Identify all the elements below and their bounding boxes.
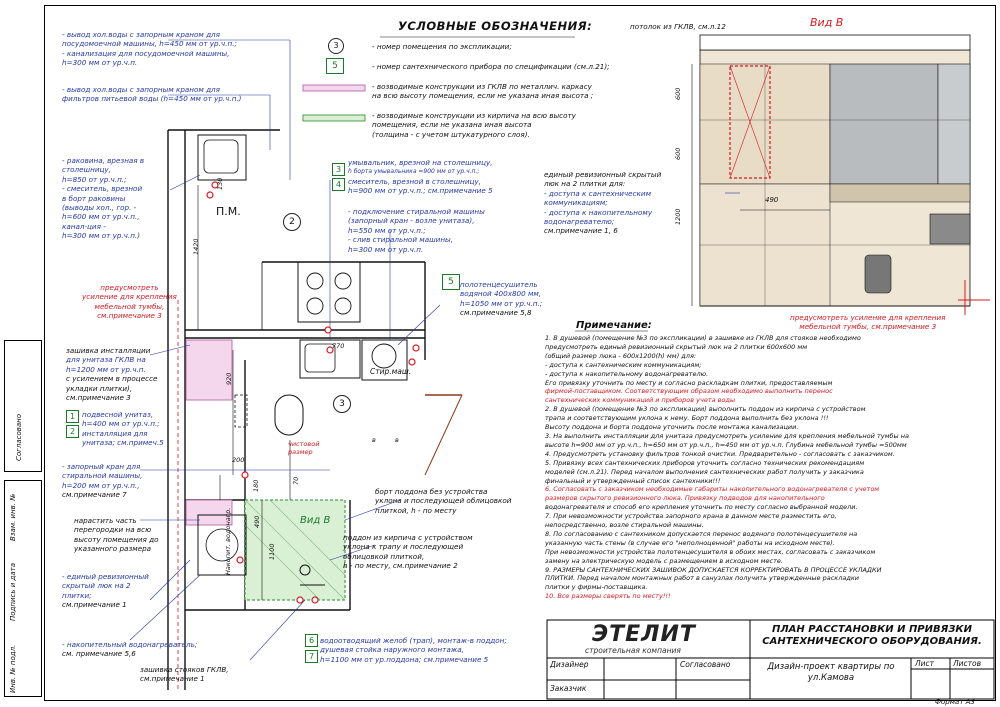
legend-item-brick: - возводимые конструкции из кирпича на всю высоту помещения, если не указана иная высота (толщина - с учетом штукатурного слоя). [372,111,576,139]
side-label-inv: Взам. инв. № [9,493,17,541]
view-b-dim-600a: 600 [674,87,682,100]
side-label-inv2: Инв. № подл. [9,644,17,693]
room-label-pm: П.М. [216,205,241,218]
dim-200: 200 [232,456,245,464]
dim-920: 920 [225,372,233,385]
company-logo-subtitle: строительная компания [585,646,681,655]
note-hatch-right: единый ревизионный скрытый люк на 2 плитки для: - доступа к сантехническим коммуникациям; - доступа к накопительному водонагревателю; см.примечание 1, 6 [544,170,662,236]
note-brick-tray: поддон из кирпича с устройством уклона к трапу и последующей облицовкой плиткой, h - по месту, см.примечание 2 [343,533,473,571]
plan-view-b-marker: Вид В [300,515,331,526]
view-b-elevation [692,35,990,315]
dim-770: 770 [332,342,345,350]
sheets-label: Листов [953,659,982,668]
fixture-num-1: 1 [66,410,79,423]
legend-fixture-symbol: 5 [326,58,344,74]
side-label-sign: Подпись и дата [9,563,17,621]
note-tray-border: борт поддона без устройства уклона и последующей облицовкой плиткой, h - по месту [375,487,512,515]
legend-item-fixture: - номер сантехнического прибора по спецификации (см.л.21); [372,62,610,71]
note-hatch-left: - единый ревизионный скрытый люк на 2 плитки; см.примечание 1 [62,572,149,610]
legend-title: УСЛОВНЫЕ ОБОЗНАЧЕНИЯ: [398,19,593,33]
fixture-num-2: 2 [66,425,79,438]
fixture-num-4: 4 [332,178,345,191]
room-number-3: 3 [333,395,351,413]
legend-gklv-swatch [303,85,365,91]
notes-title: Примечание: [576,320,652,331]
view-b-ceiling: потолок из ГКЛВ, см.л.12 [630,22,726,31]
dim-180: 180 [252,479,260,492]
note-washbasin: умывальник, врезной на столешницу, h борта умывальника =900 мм от ур.ч.п.; смеситель, врезной в столешницу, h=900 мм от ур.ч.п.; см.примечание 5 [348,158,493,196]
note-installation: зашивка инсталляции для унитаза ГКЛВ на h=1200 мм от ур.ч.п. с усилением в процессе укладки плитки), см.примечание 3 [66,346,158,403]
note-kitchen-sink: - раковина, врезная в столешницу, h=850 от ур.ч.п.; - смеситель, врезной в борт раковины (выводы хол., гор. - h=600 мм от ур.ч.п., канал-ция - h=300 мм от ур.ч.п.) [62,156,145,241]
note-drain: водоотводящий желоб (трап), монтаж-в поддон; душевая стойка наружного монтажа, h=1100 мм от ур.поддона; см.примечание 5 [320,636,507,664]
note-toilet: подвесной унитаз, h=400 мм от ур.ч.п.; инсталляция для унитаза; см.примеч.5 [82,410,164,448]
fixture-num-5: 5 [442,274,460,290]
side-label-agreed: Согласовано [15,413,23,461]
note-washer-valve: - запорный кран для стиральной машины, h=200 мм от ур.ч.п., см.примечание 7 [62,462,143,500]
note-partition: нарастить часть перегородки на всю высоту помещения до указанного размера [74,516,159,554]
view-b-dim-600b: 600 [674,147,682,160]
note-riser: зашивка стояков ГКЛВ, см.примечание 1 [140,665,229,684]
view-b-dim-1200: 1200 [674,208,682,225]
note-washing-machine: - подключение стиральной машины (запорный кран - возле унитаза), h=550 мм от ур.ч.п.; - слив стиральной машины, h=300 мм от ур.ч.п. [348,207,485,254]
note-filters: - вывод хол.воды с запорным краном для фильтров питьевой воды (h=450 мм от ур.ч.п.) [62,85,242,104]
company-logo: ЭТЕЛИТ [592,622,696,647]
note-dishwasher: - вывод хол.воды с запорным краном для посудомоечной машины, h=450 мм от ур.ч.п.; - канализация для посудомоечной машины, h=300 мм от ур.ч.п. [62,30,237,68]
customer-label: Заказчик [550,684,587,693]
legend-brick-swatch [303,115,365,121]
fixture-num-7: 7 [305,650,318,663]
legend-room-symbol: 3 [328,38,344,54]
designer-label: Дизайнер [550,660,589,669]
fixture-num-3: 3 [332,163,345,176]
room-number-2: 2 [283,213,301,231]
note-reinforce-right: предусмотреть усиление для крепления мебельной тумбы, см.примечание 3 [790,313,946,332]
hob [298,262,360,322]
dim-490: 490 [253,515,261,528]
dim-v-2: в [395,436,399,444]
view-b-dim-490: 490 [765,196,779,204]
note-reinforce-left: предусмотреть усиление для крепления мебельной тумбы, см.примечание 3 [82,283,177,321]
dim-70: 70 [292,476,300,485]
notes-list: 1. В душевой (помещение №3 по экспликации) в зашивке из ГКЛВ для стояков необходимо предусмотреть единый ревизионный скрытый люк на 2 плитки 600х600 мм (общий размер люка - 600х1200(h) мм) для: - доступа к сантехническим коммуникациям; - доступа к накопительному водонагревателю. Его привязку уточнить по месту и согласно раскладкам плитки, предоставляемым фирмой-поставщиком. Соответствующим образом необходимо выполнить перенос сантехнических коммуникаций и приборов учета воды 2. В душевой (помещение №3 по экспликации) выполнить поддон из кирпича с устройством трапа и соответствующим уклона к нему. Борт поддона выполнить без уклона !!! Высоту поддона и борта поддона уточнить после монтажа канализации. 3. На выполнить инсталляции для унитаза предусмотреть усиление для крепления мебельной тумбы на высоте h=900 мм от ур.ч.п., h=650 мм от ур.ч.п., h=450 мм от ур.ч.п. Глубина мебельной тумбы =500мм 4. Предусмотреть установку фильтров тонкой очистки. Предварительно - согласовать с заказчиком. 5. Привязку всех сантехнических приборов уточнить согласно технических рекомендациям моделей (см.л.21). Перед началом выполнения сантехнических работ получить у заказчика финальный и утвержденный список сантехники!!! 6. Согласовать с заказчиком необходимые габариты накопительного водонагревателя с учетом размеров скрытого ревизионного люка. Привязку подводов для накопительного водонагревателя и способ его крепления уточнить по месту согласно выбранной модели. 7. При невозможности устройства запорного крана в данном месте разместить его, непосредственно, возле стиральной машины. 8. По согласованию с сантехником допускается перенос водяного полотенцесушителя на указанную часть стены (в случае его "неполноценной" работы на исходном месте). При невозможности устройства полотенцесушителя в обоих местах, согласовать с заказчиком замену на электрическую модель с размещением в исходном месте. 9. РАЗМЕРЫ САНТЕХНИЧЕСКИХ ЗАШИВОК ДОПУСКАЕТСЯ КОРРЕКТИРОВАТЬ В ПРОЦЕССЕ УКЛАДКИ ПЛИТКИ. Перед началом монтажных работ в санузлах получить утвержденные раскладки плитки у фирмы-поставщика. 10. Все размеры сверять по месту!!! [545,334,909,601]
fixture-num-6: 6 [305,634,318,647]
note-water-heater: - накопительный водонагреватель; см. примечание 5,6 [62,640,198,659]
legend-item-gklv: - возводимые конструкции из ГКЛВ по металлич. каркасу на всю высоту помещения, если не указана иная высота ; [372,82,594,101]
washer-label: Стир.маш. [370,367,412,376]
note-towel-rail: полотенцесушитель водяной 400х800 мм, h=1050 мм от ур.ч.п.; см.примечание 5,8 [460,280,543,318]
clean-size-label: чистовой размер [288,440,320,456]
format-label: Формат А3 [935,698,975,706]
dim-130: 130 [216,177,224,190]
project-title: Дизайн-проект квартиры по ул.Камова [767,662,895,683]
dim-v-1: в [372,436,376,444]
toilet [275,395,303,435]
view-b-title: Вид В [810,16,844,29]
sheet-label: Лист [915,659,935,668]
approved-label: Согласовано [680,660,731,669]
gklv-zone-1 [186,340,232,400]
legend-item-room: - номер помещения по экспликации; [372,42,512,51]
heater-label: Накопит. водонагр. [224,507,232,575]
sheet-title: ПЛАН РАССТАНОВКИ И ПРИВЯЗКИ САНТЕХНИЧЕСКОГО ОБОРУДОВАНИЯ. [762,624,982,647]
dim-1100: 1100 [268,543,276,560]
dim-1420: 1420 [192,238,200,255]
